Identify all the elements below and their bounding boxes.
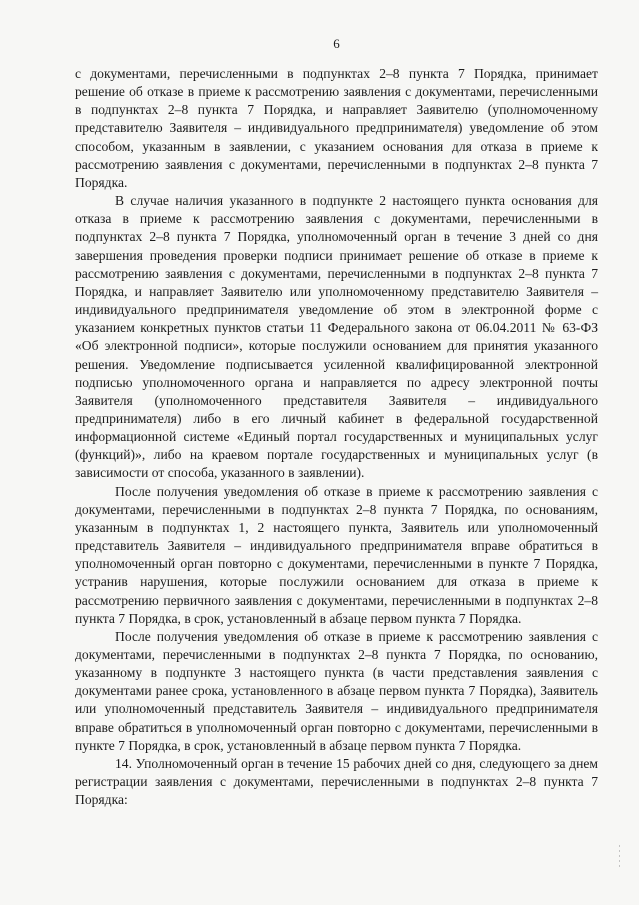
paragraph-continuation: с документами, перечисленными в подпунктах 2–8 пункта 7 Порядка, принимает решение об отказе в приеме к рассмотрению заявления с документами, перечисленными в подпунктах 2–8 пункта 7 Порядка, и направляет Заявителю (уполномоченному представителю Заявителя – индивидуального предпринимателя) уведомление об этом способом, указанным в заявлении, с указанием основания для отказа в приеме к рассмотрению заявления с документами, перечисленными в подпунктах 2–8 пункта 7 Порядка.: [75, 66, 598, 190]
page-number: 6: [333, 36, 340, 51]
paragraph-repeat-application: После получения уведомления об отказе в приеме к рассмотрению заявления с документами, перечисленными в подпунктах 2–8 пункта 7 Порядка, по основаниям, указанным в подпунктах 1, 2 настоящего пункта, Заявитель или уполномоченный представитель Заявителя – индивидуального предпринимателя вправе обратиться в уполномоченный орган повторно с документами, перечисленными в пункте 7 Порядка, устранив нарушения, которые послужили основанием для отказа в приеме к рассмотрению первичного заявления с документами, перечисленными в подпунктах 2–8 пункта 7 Порядка, в срок, установленный в абзаце первом пункта 7 Порядка.: [75, 483, 598, 626]
paragraph-item-14: 14. Уполномоченный орган в течение 15 рабочих дней со дня, следующего за днем регистрации заявления с документами, перечисленными в подпунктах 2–8 пункта 7 Порядка:: [75, 755, 598, 808]
scan-margin-mark: [618, 845, 621, 867]
paragraph-early-submission: После получения уведомления об отказе в приеме к рассмотрению заявления с документами, перечисленными в подпунктах 2–8 пункта 7 Порядка, по основанию, указанному в подпункте 3 настоящего пункта (в части представления заявления с документами ранее срока, установленного в абзаце первом пункта 7 Порядка), Заявитель или уполномоченный представитель Заявителя – индивидуального предпринимателя вправе обратиться в уполномоченный орган повторно с документами, перечисленными в пункте 7 Порядка, в срок, установленный в абзаце первом пункта 7 Порядка.: [75, 628, 598, 753]
paragraph-signature-check-refusal: В случае наличия указанного в подпункте 2 настоящего пункта основания для отказа в приеме к рассмотрению заявления с документами, перечисленными в подпунктах 2–8 пункта 7 Порядка, уполномоченный орган в течение 3 дней со дня завершения проведения проверки подписи принимает решение об отказе в приеме к рассмотрению заявления с документами, перечисленными в подпунктах 2–8 пункта 7 Порядка, и направляет Заявителю или уполномоченному представителю Заявителя – индивидуального предпринимателя уведомление об этом в электронной форме с указанием конкретных пунктов статьи 11 Федерального закона от 06.04.2011 № 63-ФЗ «Об электронной подписи», которые послужили основанием для принятия указанного решения. Уведомление подписывается усиленной квалифицированной электронной подписью уполномоченного органа и направляется по адресу электронной почты Заявителя (уполномоченного представителя Заявителя – индивидуального предпринимателя) либо в его личный кабинет в федеральной государственной информационной системе «Единый портал государственных и муниципальных услуг (функций)», либо на краевом портале государственных и муниципальных услуг (в зависимости от способа, указанного в заявлении).: [75, 193, 598, 481]
